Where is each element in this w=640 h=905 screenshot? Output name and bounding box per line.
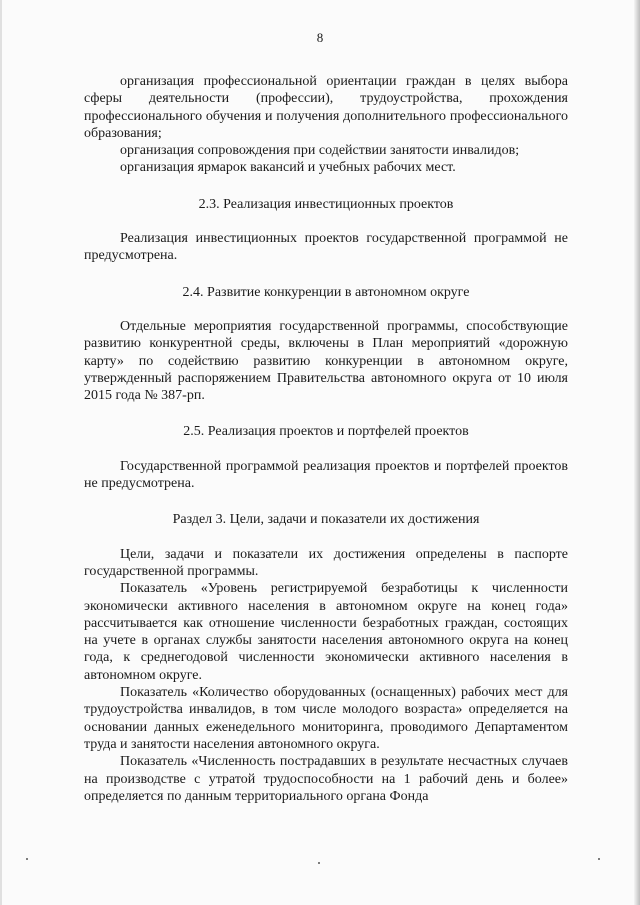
paragraph-2-3: Реализация инвестиционных проектов государственной программой не предусмотрена. xyxy=(84,231,568,264)
page-number: 8 xyxy=(316,30,324,45)
paragraph-career-guidance: организация профессиональной ориентации граждан в целях выбора сферы деятельности (профессии), трудоустройства, прохождения профессионального обучения и получения дополнительного профессионального образования; xyxy=(84,74,568,141)
paragraph-injuries-indicator: Показатель «Численность пострадавших в результате несчастных случаев на производстве с утратой трудоспособности на 1 рабочий день и более» определяется по данным территориального органа Фонда xyxy=(84,754,568,804)
heading-2-3: 2.3. Реализация инвестиционных проектов xyxy=(198,196,454,212)
paragraph-2-5: Государственной программой реализация проектов и портфелей проектов не предусмотрена. xyxy=(84,458,568,492)
heading-section-3: Раздел 3. Цели, задачи и показатели их достижения xyxy=(172,512,480,528)
heading-2-5: 2.5. Реализация проектов и портфелей проектов xyxy=(183,424,469,440)
paragraph-section-3-goals: Цели, задачи и показатели их достижения определены в паспорте государственной программы. xyxy=(84,546,568,579)
paragraph-2-4: Отдельные мероприятия государственной программы, способствующие развитию конкурентной среды, включены в План мероприятий «дорожную карту» по содействию развитию конкуренции в автономном округе, утвержденный распоряжением Правительства автономного округа от 10 июля 2015 года № 387-рп. xyxy=(84,318,568,404)
paragraph-unemployment-indicator: Показатель «Уровень регистрируемой безработицы к численности экономически активного населения в автономном округе на конец года» рассчитывается как отношение численности безработных граждан, состоящих на учете в органах службы занятости населения автономного округа на конец года, к среднегодовой численности экономически активного населения в автономном округе. xyxy=(84,581,568,683)
paragraph-workplaces-indicator: Показатель «Количество оборудованных (оснащенных) рабочих мест для трудоустройства инвалидов, в том числе молодого возраста» определяется на основании данных еженедельного мониторинга, проводимого Департаментом труда и занятости населения автономного округа. xyxy=(84,685,568,752)
scan-speck xyxy=(598,858,600,860)
scan-edge-right xyxy=(634,0,640,905)
document-body xyxy=(84,73,568,805)
scan-speck xyxy=(318,862,320,864)
paragraph-disability-support: организация сопровождения при содействии занятости инвалидов; xyxy=(120,143,520,159)
paragraph-job-fairs: организация ярмарок вакансий и учебных рабочих мест. xyxy=(120,160,456,176)
scan-edge-left xyxy=(0,0,2,905)
scan-speck xyxy=(26,858,28,860)
heading-2-4: 2.4. Развитие конкуренции в автономном округе xyxy=(182,284,470,300)
